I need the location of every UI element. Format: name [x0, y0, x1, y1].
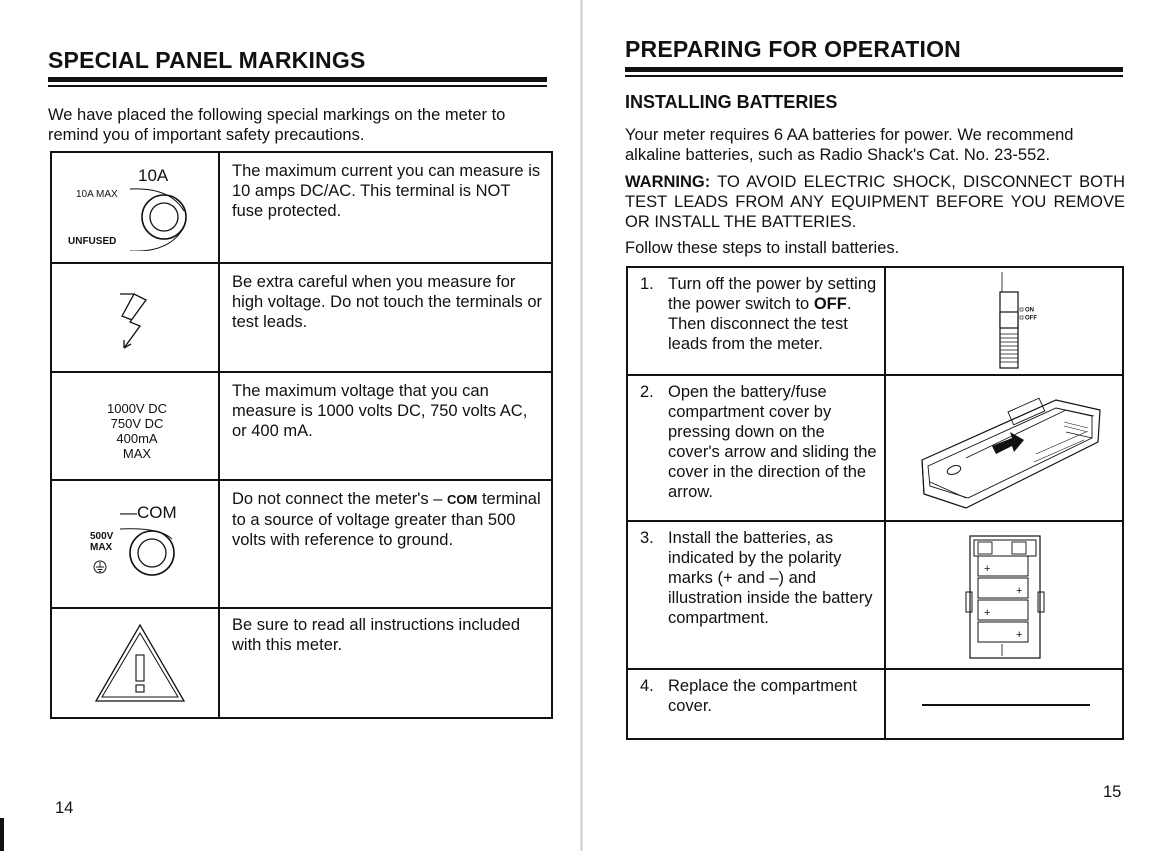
follow-steps-text: Follow these steps to install batteries. [625, 239, 900, 257]
marking-row-max-ratings [52, 373, 551, 481]
step-1-off-bold: OFF [813, 295, 847, 313]
com-jack-icon [90, 525, 190, 577]
step-text-cell-1 [628, 268, 886, 374]
marking-row-com [52, 481, 551, 609]
symbol-label-unfused: UNFUSED [68, 236, 117, 247]
symbol-label-max: MAX [90, 542, 113, 553]
step-image-1 [888, 268, 1122, 374]
right-page-number: 15 [1103, 783, 1122, 801]
symbol-rating-line-4: MAX [122, 446, 152, 461]
right-page [582, 0, 1165, 851]
marking-text-read-instructions: Be sure to read all instructions included with this meter. [232, 616, 520, 654]
step-text-4: Replace the compartment cover. [668, 677, 857, 715]
step-text-3: Install the batteries, as indicated by the polarity marks (+ and –) and illustration inside the battery compartment. [668, 529, 873, 627]
warning-text [625, 172, 1125, 232]
marking-text-high-voltage: Be extra careful when you measure for high voltage. Do not touch the terminals or test leads. [232, 273, 543, 331]
com-text-post: terminal to a source of voltage greater than 500 volts with reference to ground. [232, 490, 541, 549]
battery-requirement-text: Your meter requires 6 AA batteries for power. We recommend alkaline batteries, such as Radio Shack's Cat. No. 23-552. [625, 126, 1074, 164]
step-1-pre: Turn off the power by setting the power switch to [668, 275, 877, 313]
step-number-4: 4. [640, 677, 654, 695]
marking-symbol-high-voltage [52, 264, 220, 371]
replace-cover-line [922, 704, 1090, 706]
polarity-mark-1: + [984, 563, 991, 575]
warning-body: TO AVOID ELECTRIC SHOCK, DISCONNECT BOTH TEST LEADS FROM ANY EQUIPMENT BEFORE YOU REMOVE OR INSTALL THE BATTERIES. [625, 173, 1125, 231]
step-text-cell-4 [628, 670, 886, 738]
title-rule-thin [48, 85, 547, 87]
warning-label: WARNING: [625, 173, 711, 191]
marking-symbol-com [52, 481, 220, 607]
right-page-title: PREPARING FOR OPERATION [625, 36, 961, 62]
installing-batteries-heading: INSTALLING BATTERIES [625, 92, 838, 112]
marking-text-com [232, 489, 542, 550]
left-intro-text: We have placed the following special markings on the meter to remind you of important safety precautions. [48, 106, 506, 144]
left-page [0, 0, 582, 851]
polarity-mark-2: + [1016, 585, 1023, 597]
terminal-jack-icon [122, 181, 192, 251]
high-voltage-icon [118, 290, 154, 356]
marking-row-high-voltage [52, 264, 551, 373]
battery-compartment-icon [962, 532, 1046, 662]
symbol-rating-line-2: 750V DC [110, 416, 164, 431]
marking-symbol-max-ratings [52, 373, 220, 479]
step-text-1 [668, 274, 880, 354]
step-number-1: 1. [640, 275, 654, 293]
symbol-label-com: —COM [120, 503, 177, 522]
marking-row-10a [52, 153, 551, 264]
markings-table [50, 151, 553, 719]
marking-row-read-instructions [52, 609, 551, 717]
step-number-3: 3. [640, 529, 654, 547]
switch-off-label: OFF [1025, 315, 1037, 322]
marking-text-max-ratings: The maximum voltage that you can measure is 1000 volts DC, 750 volts AC, or 400 mA. [232, 382, 528, 440]
symbol-label-10a-max: 10A MAX [76, 189, 118, 200]
step-row-3 [628, 522, 1122, 670]
switch-on-label: ON [1025, 307, 1034, 314]
title-rule-thick [48, 77, 547, 82]
symbol-label-10a: 10A [138, 166, 169, 185]
battery-steps-table [626, 266, 1124, 740]
step-1-post: . Then disconnect the test leads from the meter. [668, 295, 852, 353]
step-image-4 [888, 670, 1122, 738]
left-page-number: 14 [55, 799, 74, 817]
marking-symbol-warning [52, 609, 220, 717]
step-text-cell-2 [628, 376, 886, 520]
step-number-2: 2. [640, 383, 654, 401]
symbol-rating-line-3: 400mA [116, 431, 158, 446]
polarity-mark-4: + [1016, 629, 1023, 641]
right-title-rule-thick [625, 67, 1123, 72]
power-switch-icon [988, 272, 1068, 372]
step-text-2: Open the battery/fuse compartment cover by pressing down on the cover's arrow and sliding the cover in the direction of the arrow. [668, 383, 877, 501]
step-text-cell-3 [628, 522, 886, 668]
battery-cover-icon [916, 382, 1116, 512]
marking-symbol-10a [52, 153, 220, 262]
symbol-label-500v: 500V [90, 531, 114, 542]
step-image-2 [888, 376, 1122, 520]
step-row-1 [628, 268, 1122, 376]
step-row-4 [628, 670, 1122, 738]
right-title-rule-thin [625, 75, 1123, 77]
left-page-title: SPECIAL PANEL MARKINGS [48, 47, 366, 73]
warning-triangle-icon [92, 621, 188, 705]
step-image-3 [888, 522, 1122, 668]
com-text-pre: Do not connect the meter's – [232, 490, 448, 508]
symbol-rating-line-1: 1000V DC [107, 401, 167, 416]
polarity-mark-3: + [984, 607, 991, 619]
com-text-bold: COM [447, 492, 478, 507]
step-row-2 [628, 376, 1122, 522]
marking-text-10a: The maximum current you can measure is 10 amps DC/AC. This terminal is NOT fuse protected. [232, 162, 541, 220]
